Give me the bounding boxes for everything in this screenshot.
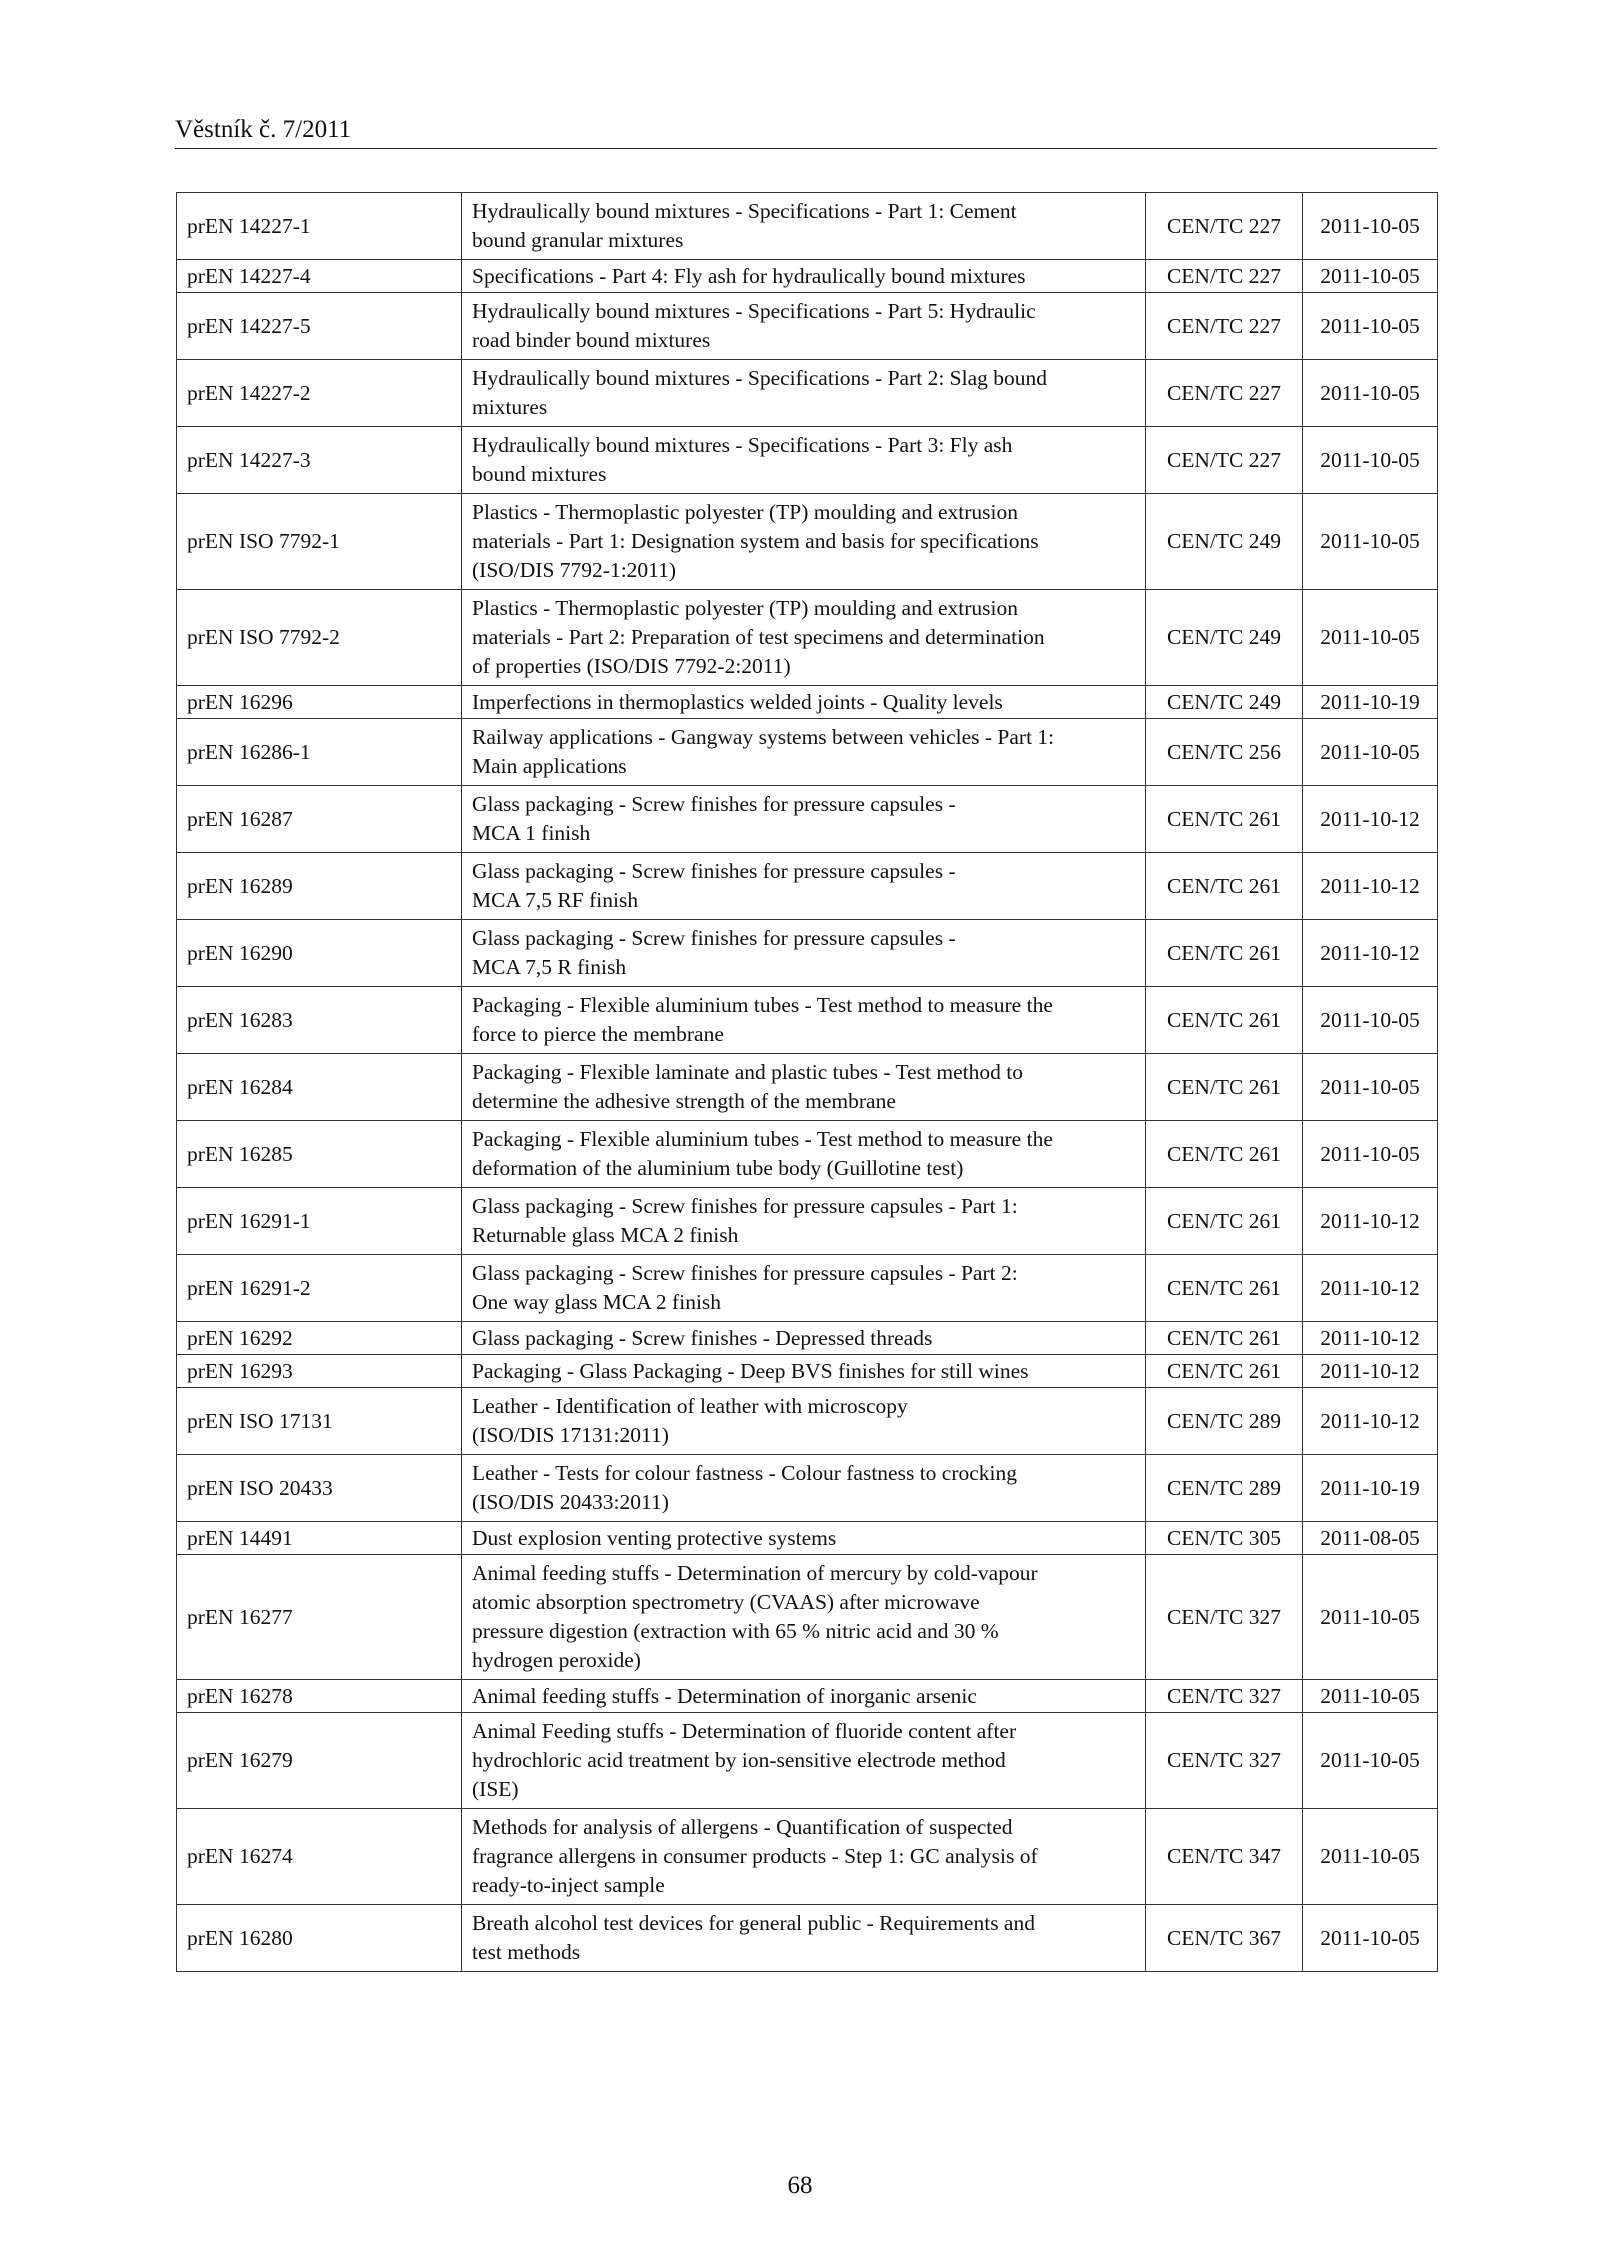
standard-title xyxy=(462,1255,1146,1322)
technical-committee: CEN/TC 261 xyxy=(1146,1188,1303,1255)
deadline-date: 2011-10-19 xyxy=(1303,1455,1438,1522)
technical-committee: CEN/TC 261 xyxy=(1146,920,1303,987)
technical-committee: CEN/TC 289 xyxy=(1146,1388,1303,1455)
deadline-date: 2011-10-05 xyxy=(1303,719,1438,786)
table-row xyxy=(177,1322,1438,1355)
deadline-date: 2011-10-05 xyxy=(1303,293,1438,360)
standard-code: prEN 16278 xyxy=(177,1680,462,1713)
technical-committee: CEN/TC 261 xyxy=(1146,1054,1303,1121)
standards-table-body xyxy=(177,193,1438,1972)
standard-title xyxy=(462,427,1146,494)
title-line: deformation of the aluminium tube body (Guillotine test) xyxy=(472,1156,964,1180)
title-line: Plastics - Thermoplastic polyester (TP) moulding and extrusion xyxy=(472,596,1018,620)
standard-title xyxy=(462,1555,1146,1680)
deadline-date: 2011-10-05 xyxy=(1303,1054,1438,1121)
title-line: Hydraulically bound mixtures - Specifications - Part 5: Hydraulic xyxy=(472,299,1036,323)
title-line: Returnable glass MCA 2 finish xyxy=(472,1223,739,1247)
standard-title xyxy=(462,1809,1146,1905)
standard-title xyxy=(462,1121,1146,1188)
standard-title xyxy=(462,590,1146,686)
title-line: bound mixtures xyxy=(472,462,607,486)
title-line: atomic absorption spectrometry (CVAAS) after microwave xyxy=(472,1590,980,1614)
standard-code: prEN 16283 xyxy=(177,987,462,1054)
title-line: hydrogen peroxide) xyxy=(472,1648,641,1672)
deadline-date: 2011-08-05 xyxy=(1303,1522,1438,1555)
deadline-date: 2011-10-05 xyxy=(1303,987,1438,1054)
table-row xyxy=(177,686,1438,719)
standard-code: prEN 14227-5 xyxy=(177,293,462,360)
technical-committee: CEN/TC 227 xyxy=(1146,260,1303,293)
standard-code: prEN ISO 17131 xyxy=(177,1388,462,1455)
technical-committee: CEN/TC 305 xyxy=(1146,1522,1303,1555)
deadline-date: 2011-10-19 xyxy=(1303,686,1438,719)
title-line: Animal Feeding stuffs - Determination of fluoride content after xyxy=(472,1719,1017,1743)
standard-code: prEN 16287 xyxy=(177,786,462,853)
technical-committee: CEN/TC 227 xyxy=(1146,427,1303,494)
title-line: bound granular mixtures xyxy=(472,228,684,252)
title-line: determine the adhesive strength of the membrane xyxy=(472,1089,896,1113)
deadline-date: 2011-10-05 xyxy=(1303,427,1438,494)
standard-title xyxy=(462,1455,1146,1522)
standards-table xyxy=(176,192,1438,1972)
title-line: Packaging - Flexible laminate and plastic tubes - Test method to xyxy=(472,1060,1024,1084)
technical-committee: CEN/TC 347 xyxy=(1146,1809,1303,1905)
standard-code: prEN 16291-2 xyxy=(177,1255,462,1322)
technical-committee: CEN/TC 327 xyxy=(1146,1680,1303,1713)
standard-title xyxy=(462,1054,1146,1121)
standard-title xyxy=(462,1188,1146,1255)
standard-title xyxy=(462,719,1146,786)
standard-code: prEN 16274 xyxy=(177,1809,462,1905)
title-line: Glass packaging - Screw finishes for pressure capsules - Part 1: xyxy=(472,1194,1018,1218)
table-row xyxy=(177,293,1438,360)
deadline-date: 2011-10-12 xyxy=(1303,853,1438,920)
deadline-date: 2011-10-05 xyxy=(1303,360,1438,427)
table-row xyxy=(177,1121,1438,1188)
table-row xyxy=(177,590,1438,686)
technical-committee: CEN/TC 249 xyxy=(1146,494,1303,590)
standard-code: prEN 16291-1 xyxy=(177,1188,462,1255)
standard-code: prEN 16285 xyxy=(177,1121,462,1188)
standard-title xyxy=(462,786,1146,853)
title-line: MCA 7,5 R finish xyxy=(472,955,627,979)
technical-committee: CEN/TC 249 xyxy=(1146,686,1303,719)
technical-committee: CEN/TC 249 xyxy=(1146,590,1303,686)
deadline-date: 2011-10-12 xyxy=(1303,1188,1438,1255)
title-line: road binder bound mixtures xyxy=(472,328,711,352)
deadline-date: 2011-10-05 xyxy=(1303,1555,1438,1680)
standard-code: prEN ISO 7792-1 xyxy=(177,494,462,590)
title-line: Packaging - Flexible aluminium tubes - Test method to measure the xyxy=(472,1127,1053,1151)
deadline-date: 2011-10-05 xyxy=(1303,494,1438,590)
technical-committee: CEN/TC 261 xyxy=(1146,1322,1303,1355)
standard-code: prEN 16296 xyxy=(177,686,462,719)
title-line: Animal feeding stuffs - Determination of mercury by cold-vapour xyxy=(472,1561,1038,1585)
title-line: Hydraulically bound mixtures - Specifications - Part 1: Cement xyxy=(472,199,1017,223)
title-line: Leather - Identification of leather with microscopy xyxy=(472,1394,908,1418)
title-line: (ISO/DIS 20433:2011) xyxy=(472,1490,669,1514)
deadline-date: 2011-10-05 xyxy=(1303,1121,1438,1188)
technical-committee: CEN/TC 367 xyxy=(1146,1905,1303,1972)
standard-code: prEN 16277 xyxy=(177,1555,462,1680)
standard-code: prEN 14491 xyxy=(177,1522,462,1555)
title-line: Main applications xyxy=(472,754,627,778)
title-line: MCA 7,5 RF finish xyxy=(472,888,639,912)
technical-committee: CEN/TC 327 xyxy=(1146,1713,1303,1809)
deadline-date: 2011-10-12 xyxy=(1303,1388,1438,1455)
title-line: Animal feeding stuffs - Determination of inorganic arsenic xyxy=(472,1683,977,1708)
table-row xyxy=(177,987,1438,1054)
deadline-date: 2011-10-05 xyxy=(1303,1680,1438,1713)
standard-code: prEN 14227-4 xyxy=(177,260,462,293)
standard-title xyxy=(462,1522,1146,1555)
table-row xyxy=(177,1522,1438,1555)
title-line: Glass packaging - Screw finishes for pressure capsules - xyxy=(472,926,956,950)
standard-code: prEN 16286-1 xyxy=(177,719,462,786)
title-line: pressure digestion (extraction with 65 % nitric acid and 30 % xyxy=(472,1619,999,1643)
technical-committee: CEN/TC 227 xyxy=(1146,360,1303,427)
technical-committee: CEN/TC 261 xyxy=(1146,853,1303,920)
standard-title xyxy=(462,686,1146,719)
deadline-date: 2011-10-05 xyxy=(1303,1809,1438,1905)
table-row xyxy=(177,193,1438,260)
standard-title xyxy=(462,193,1146,260)
standard-title xyxy=(462,360,1146,427)
table-row xyxy=(177,1555,1438,1680)
table-row xyxy=(177,494,1438,590)
deadline-date: 2011-10-12 xyxy=(1303,1322,1438,1355)
standard-code: prEN 14227-3 xyxy=(177,427,462,494)
technical-committee: CEN/TC 261 xyxy=(1146,1121,1303,1188)
technical-committee: CEN/TC 261 xyxy=(1146,987,1303,1054)
title-line: Plastics - Thermoplastic polyester (TP) moulding and extrusion xyxy=(472,500,1018,524)
table-row xyxy=(177,1355,1438,1388)
deadline-date: 2011-10-05 xyxy=(1303,590,1438,686)
title-line: mixtures xyxy=(472,395,548,419)
title-line: Glass packaging - Screw finishes for pressure capsules - xyxy=(472,792,956,816)
standard-title xyxy=(462,1355,1146,1388)
technical-committee: CEN/TC 227 xyxy=(1146,293,1303,360)
standard-code: prEN 16284 xyxy=(177,1054,462,1121)
deadline-date: 2011-10-05 xyxy=(1303,193,1438,260)
deadline-date: 2011-10-12 xyxy=(1303,920,1438,987)
table-row xyxy=(177,1905,1438,1972)
title-line: materials - Part 1: Designation system and basis for specifications xyxy=(472,529,1039,553)
standard-title xyxy=(462,293,1146,360)
title-line: Glass packaging - Screw finishes for pressure capsules - Part 2: xyxy=(472,1261,1018,1285)
title-line: Methods for analysis of allergens - Quantification of suspected xyxy=(472,1815,1013,1839)
standard-title xyxy=(462,853,1146,920)
table-row xyxy=(177,1680,1438,1713)
standard-code: prEN 16290 xyxy=(177,920,462,987)
technical-committee: CEN/TC 261 xyxy=(1146,1355,1303,1388)
technical-committee: CEN/TC 256 xyxy=(1146,719,1303,786)
deadline-date: 2011-10-12 xyxy=(1303,1355,1438,1388)
standard-title xyxy=(462,1713,1146,1809)
standard-code: prEN ISO 20433 xyxy=(177,1455,462,1522)
standard-code: prEN 16279 xyxy=(177,1713,462,1809)
deadline-date: 2011-10-05 xyxy=(1303,1713,1438,1809)
table-row xyxy=(177,719,1438,786)
title-line: test methods xyxy=(472,1940,581,1964)
title-line: Leather - Tests for colour fastness - Colour fastness to crocking xyxy=(472,1461,1018,1485)
deadline-date: 2011-10-05 xyxy=(1303,260,1438,293)
title-line: Glass packaging - Screw finishes for pressure capsules - xyxy=(472,859,956,883)
title-line: Railway applications - Gangway systems between vehicles - Part 1: xyxy=(472,725,1055,749)
table-row xyxy=(177,427,1438,494)
title-line: One way glass MCA 2 finish xyxy=(472,1290,722,1314)
standard-code: prEN 14227-2 xyxy=(177,360,462,427)
journal-title: Věstník č. 7/2011 xyxy=(175,116,352,143)
title-line: Dust explosion venting protective systems xyxy=(472,1525,837,1550)
deadline-date: 2011-10-12 xyxy=(1303,1255,1438,1322)
title-line: Breath alcohol test devices for general public - Requirements and xyxy=(472,1911,1035,1935)
technical-committee: CEN/TC 261 xyxy=(1146,786,1303,853)
title-line: fragrance allergens in consumer products - Step 1: GC analysis of xyxy=(472,1844,1038,1868)
table-row xyxy=(177,853,1438,920)
standard-code: prEN 16293 xyxy=(177,1355,462,1388)
title-line: of properties (ISO/DIS 7792-2:2011) xyxy=(472,654,791,678)
technical-committee: CEN/TC 327 xyxy=(1146,1555,1303,1680)
title-line: Hydraulically bound mixtures - Specifications - Part 2: Slag bound xyxy=(472,366,1048,390)
title-line: Specifications - Part 4: Fly ash for hydraulically bound mixtures xyxy=(472,263,1026,288)
table-row xyxy=(177,260,1438,293)
standard-title xyxy=(462,920,1146,987)
deadline-date: 2011-10-12 xyxy=(1303,786,1438,853)
table-row xyxy=(177,1455,1438,1522)
standard-title xyxy=(462,1680,1146,1713)
standard-title xyxy=(462,1388,1146,1455)
table-row xyxy=(177,1188,1438,1255)
table-row xyxy=(177,920,1438,987)
title-line: (ISO/DIS 17131:2011) xyxy=(472,1423,669,1447)
title-line: materials - Part 2: Preparation of test specimens and determination xyxy=(472,625,1045,649)
table-row xyxy=(177,1054,1438,1121)
title-line: MCA 1 finish xyxy=(472,821,591,845)
title-line: force to pierce the membrane xyxy=(472,1022,724,1046)
title-line: Imperfections in thermoplastics welded joints - Quality levels xyxy=(472,689,1003,714)
standard-title xyxy=(462,987,1146,1054)
standard-code: prEN 16280 xyxy=(177,1905,462,1972)
title-line: Packaging - Glass Packaging - Deep BVS finishes for still wines xyxy=(472,1358,1029,1383)
title-line: hydrochloric acid treatment by ion-sensitive electrode method xyxy=(472,1748,1006,1772)
standard-title xyxy=(462,1322,1146,1355)
table-row xyxy=(177,1388,1438,1455)
standard-code: prEN 16292 xyxy=(177,1322,462,1355)
table-row xyxy=(177,786,1438,853)
standard-code: prEN ISO 7792-2 xyxy=(177,590,462,686)
title-line: Hydraulically bound mixtures - Specifications - Part 3: Fly ash xyxy=(472,433,1013,457)
page-header xyxy=(175,110,1437,149)
table-row xyxy=(177,1809,1438,1905)
table-row xyxy=(177,1255,1438,1322)
table-row xyxy=(177,1713,1438,1809)
title-line: Packaging - Flexible aluminium tubes - Test method to measure the xyxy=(472,993,1053,1017)
technical-committee: CEN/TC 227 xyxy=(1146,193,1303,260)
standard-title xyxy=(462,260,1146,293)
title-line: (ISO/DIS 7792-1:2011) xyxy=(472,558,677,582)
standard-code: prEN 16289 xyxy=(177,853,462,920)
standard-title xyxy=(462,1905,1146,1972)
standard-title xyxy=(462,494,1146,590)
deadline-date: 2011-10-05 xyxy=(1303,1905,1438,1972)
standard-code: prEN 14227-1 xyxy=(177,193,462,260)
title-line: Glass packaging - Screw finishes - Depressed threads xyxy=(472,1325,933,1350)
title-line: ready-to-inject sample xyxy=(472,1873,665,1897)
technical-committee: CEN/TC 289 xyxy=(1146,1455,1303,1522)
title-line: (ISE) xyxy=(472,1777,519,1801)
table-row xyxy=(177,360,1438,427)
technical-committee: CEN/TC 261 xyxy=(1146,1255,1303,1322)
page-number: 68 xyxy=(787,2172,813,2199)
